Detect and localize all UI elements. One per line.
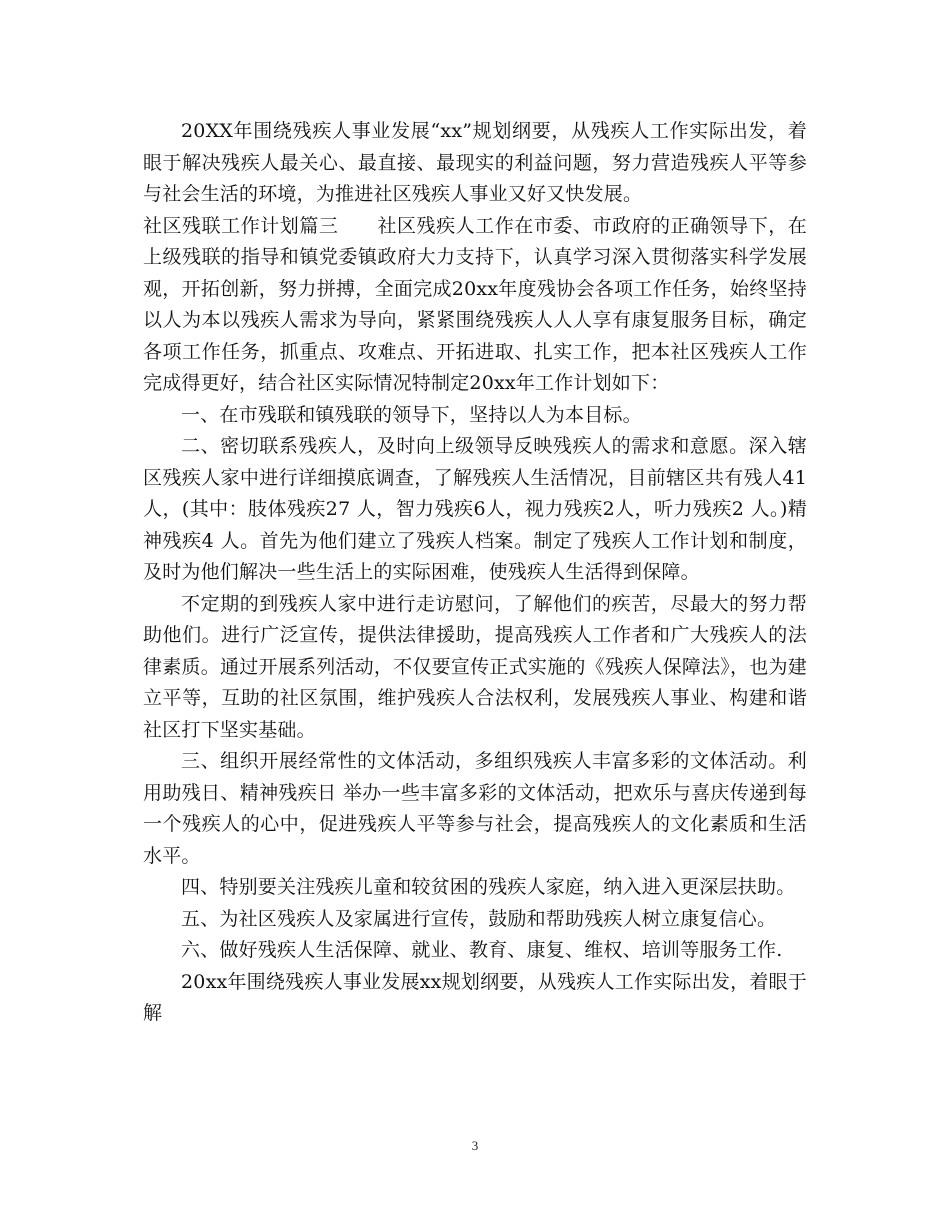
paragraph-item-one: 一、在市残联和镇残联的领导下，坚持以人为本目标。 — [181, 403, 642, 426]
paragraph-item-three: 三、组织开展经常性的文体活动，多组织残疾人丰富多彩的文体活动。利用助残日、精神残疾日 举办一些丰富多彩的文体活动，把欢乐与喜庆传递到每一个残疾人的心中，促进残疾人平等参与社会，提高残疾人的文化素质和生活水平。 — [143, 750, 807, 867]
document-body — [143, 116, 807, 1030]
paragraph-visits: 不定期的到残疾人家中进行走访慰问，了解他们的疾苦，尽最大的努力帮助他们。进行广泛宣传，提供法律援助，提高残疾人工作者和广大残疾人的法律素质。通过开展系列活动，不仅要宣传正式实施的《残疾人保障法》，也为建立平等，互助的社区氛围，维护残疾人合法权利，发展残疾人事业、构建和谐社区打下坚实基础。 — [143, 592, 807, 741]
paragraph-intro: 20XX年围绕残疾人事业发展“xx”规划纲要，从残疾人工作实际出发，着眼于解决残疾人最关心、最直接、最现实的利益问题，努力营造残疾人平等参与社会生活的环境，为推进社区残疾人事业又好又快发展。 — [143, 120, 807, 205]
paragraph-item-two: 二、密切联系残疾人，及时向上级领导反映残疾人的需求和意愿。深入辖区残疾人家中进行详细摸底调查，了解残疾人生活情况，目前辖区共有残人41人，(其中：肢体残疾27 人，智力残疾6人，视力残疾2人，听力残疾2 人。)精神残疾4 人。首先为他们建立了残疾人档案。制定了残疾人工作计划和制度，及时为他们解决一些生活上的实际困难，使残疾人生活得到保障。 — [143, 435, 807, 583]
paragraph-closing: 20xx年围绕残疾人事业发展xx规划纲要，从残疾人工作实际出发，着眼于解 — [143, 970, 807, 1024]
paragraph-item-five: 五、为社区残疾人及家属进行宣传，鼓励和帮助残疾人树立康复信心。 — [181, 907, 777, 930]
paragraph-item-four: 四、特别要关注残疾儿童和较贫困的残疾人家庭，纳入进入更深层扶助。 — [181, 876, 796, 898]
paragraph-plan-section-three: 社区残联工作计划篇三 社区残疾人工作在市委、市政府的正确领导下，在上级残联的指导和镇党委镇政府大力支持下，认真学习深入贯彻落实科学发展观，开拓创新，努力拼搏，全面完成20xx年度残协会各项工作任务，始终坚持以人为本以残疾人需求为导向，紧紧围绕残疾人人人享有康复服务目标，确定各项工作任务，抓重点、攻难点、开拓进取、扎实工作，把本社区残疾人工作完成得更好，结合社区实际情况特制定20xx年工作计划如下： — [143, 214, 807, 394]
page-number: 3 — [471, 1138, 479, 1153]
paragraph-item-six: 六、做好残疾人生活保障、就业、教育、康复、维权、培训等服务工作. — [181, 939, 783, 961]
